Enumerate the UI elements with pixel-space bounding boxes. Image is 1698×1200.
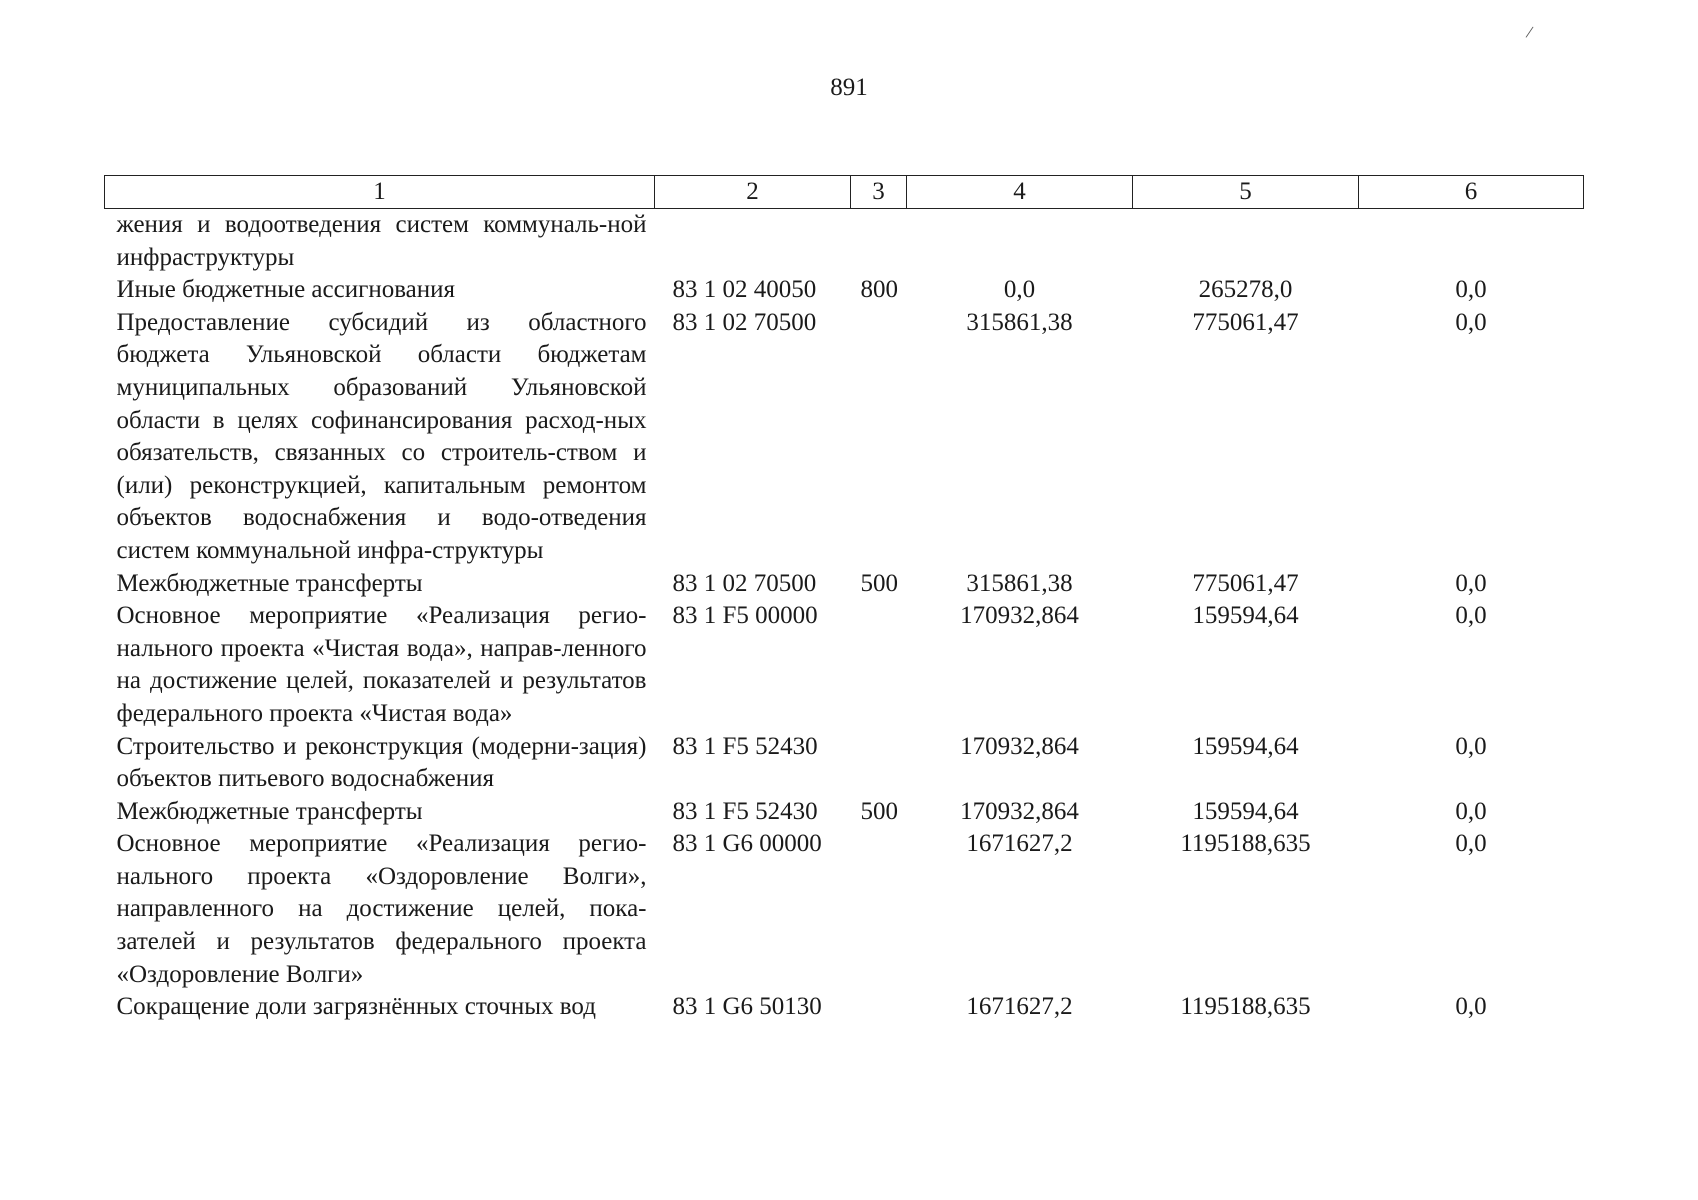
column-header: 1	[105, 176, 655, 209]
item-code: 83 1 G6 00000	[672, 830, 822, 858]
item-name: жения и водоотведения систем коммуналь-ной инфраструктуры	[116, 211, 647, 271]
value-col5: 775061,47	[1192, 308, 1299, 336]
table-row	[105, 209, 1584, 275]
item-name: Межбюджетные трансферты	[116, 569, 423, 597]
table-body	[105, 209, 1584, 1024]
value-col6: 0,0	[1455, 797, 1487, 825]
expense-type	[851, 600, 907, 730]
value-col6: 0,0	[1455, 732, 1487, 760]
value-col6: 0,0	[1455, 993, 1487, 1021]
table-row	[105, 307, 1584, 568]
column-header: 4	[907, 176, 1133, 209]
value-col6: 0,0	[1455, 276, 1487, 304]
value-col5: 1195188,635	[1180, 993, 1311, 1021]
table-row	[105, 274, 1584, 307]
value-col5: 775061,47	[1192, 569, 1299, 597]
item-name: Иные бюджетные ассигнования	[116, 276, 456, 304]
value-col5	[1133, 209, 1359, 275]
item-name: Основное мероприятие «Реализация регио-нального проекта «Оздоровление Волги», направленного на достижение целей, пока-зателей и результатов федерального проекта «Оздоровление Волги»	[116, 830, 647, 988]
expense-type	[851, 991, 907, 1024]
item-code: 83 1 02 70500	[672, 308, 817, 336]
expense-type: 500	[860, 797, 898, 825]
table-row	[105, 568, 1584, 601]
table-row	[105, 731, 1584, 796]
expense-type	[851, 828, 907, 991]
value-col6: 0,0	[1455, 308, 1487, 336]
value-col5: 1195188,635	[1180, 830, 1311, 858]
value-col4: 1671627,2	[966, 993, 1073, 1021]
value-col5: 159594,64	[1192, 602, 1299, 630]
expense-type: 500	[860, 569, 898, 597]
column-header: 3	[851, 176, 907, 209]
table-row	[105, 991, 1584, 1024]
expense-type	[851, 307, 907, 568]
value-col4: 170932,864	[960, 602, 1079, 630]
page-number: 891	[830, 74, 868, 101]
table-row	[105, 796, 1584, 829]
budget-table	[104, 175, 1584, 1024]
value-col5: 159594,64	[1192, 732, 1299, 760]
value-col4: 315861,38	[966, 569, 1073, 597]
item-name: Основное мероприятие «Реализация регио-нального проекта «Чистая вода», направ-ленного на достижение целей, показателей и результатов федерального проекта «Чистая вода»	[116, 602, 647, 727]
value-col6: 0,0	[1455, 569, 1487, 597]
item-code: 83 1 F5 52430	[672, 797, 818, 825]
item-code: 83 1 G6 50130	[672, 993, 822, 1021]
corner-mark: /	[1524, 21, 1535, 43]
value-col4	[907, 209, 1133, 275]
item-name: Предоставление субсидий из областного бюджета Ульяновской области бюджетам муниципальных образований Ульяновской области в целях софинансирования расход-ных обязательств, связанных со строитель-ством и (или) реконструкцией, капитальным ремонтом объектов водоснабжения и водо-отведения систем коммунальной инфра-структуры	[116, 308, 647, 564]
table-header	[105, 176, 1584, 209]
expense-type: 800	[860, 276, 898, 304]
value-col5: 159594,64	[1192, 797, 1299, 825]
item-name: Строительство и реконструкция (модерни-зация) объектов питьевого водоснабжения	[116, 732, 647, 793]
value-col4: 0,0	[1003, 276, 1036, 304]
column-header: 5	[1133, 176, 1359, 209]
item-code	[655, 209, 851, 275]
item-code: 83 1 F5 52430	[672, 732, 818, 760]
item-code: 83 1 02 70500	[672, 569, 817, 597]
table-row	[105, 600, 1584, 730]
value-col6: 0,0	[1455, 602, 1487, 630]
column-header: 2	[655, 176, 851, 209]
item-name: Сокращение доли загрязнённых сточных вод	[116, 993, 596, 1021]
item-name: Межбюджетные трансферты	[116, 797, 423, 825]
value-col4: 170932,864	[960, 732, 1079, 760]
value-col6	[1359, 209, 1584, 275]
value-col4: 315861,38	[966, 308, 1073, 336]
expense-type	[851, 731, 907, 796]
header-row	[105, 176, 1584, 209]
table-row	[105, 828, 1584, 991]
value-col5: 265278,0	[1198, 276, 1293, 304]
item-code: 83 1 F5 00000	[672, 602, 818, 630]
value-col4: 170932,864	[960, 797, 1079, 825]
expense-type	[851, 209, 907, 275]
value-col6: 0,0	[1455, 830, 1487, 858]
column-header: 6	[1359, 176, 1584, 209]
value-col4: 1671627,2	[966, 830, 1073, 858]
item-code: 83 1 02 40050	[672, 276, 817, 304]
